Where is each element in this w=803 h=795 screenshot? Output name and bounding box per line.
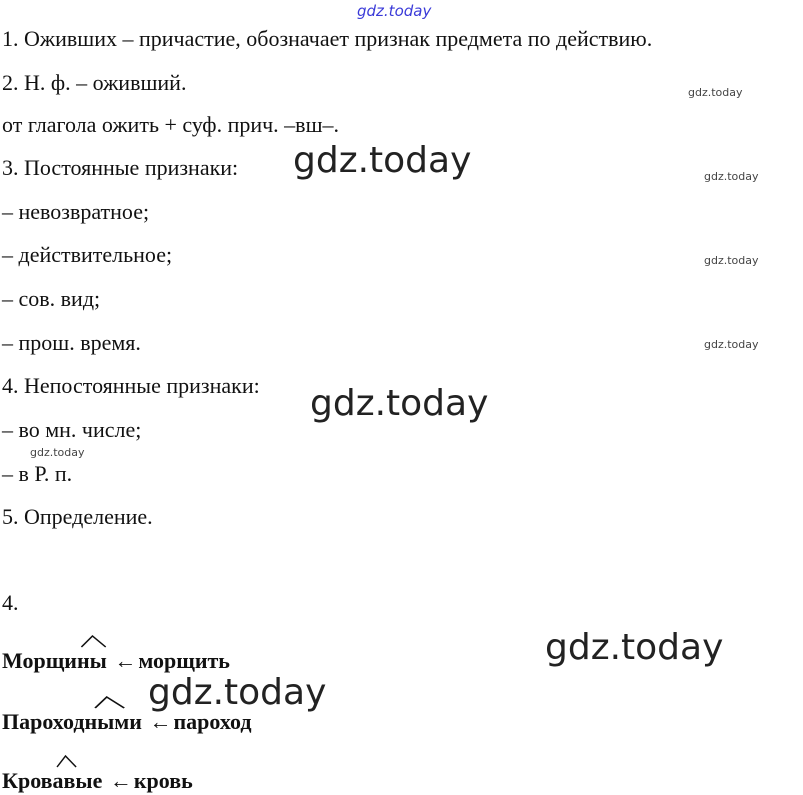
line-5: – невозвратное;: [2, 199, 150, 224]
line-4: 3. Постоянные признаки:: [2, 155, 239, 180]
line-2: 2. Н. ф. – оживший.: [2, 70, 187, 95]
line-11: – в Р. п.: [2, 461, 73, 486]
morpheme-word-right: кровь: [133, 768, 193, 793]
arrow-left-icon: ←: [149, 709, 172, 734]
watermark-small: gdz.today: [688, 86, 743, 99]
watermark-large: gdz.today: [545, 627, 724, 668]
top-watermark: gdz.today: [357, 2, 432, 20]
suffix-arc-icon: [2, 695, 147, 709]
line-6: – действительное;: [2, 242, 173, 267]
morpheme-row-3: [2, 768, 193, 794]
morpheme-row-1: [2, 648, 230, 674]
morpheme-word-right: пароход: [173, 709, 252, 734]
watermark-large: gdz.today: [148, 672, 327, 713]
line-13: 4.: [2, 590, 19, 615]
line-1: 1. Оживших – причастие, обозначает признак предмета по действию.: [2, 26, 653, 51]
watermark-large: gdz.today: [293, 140, 472, 181]
morpheme-word-left: Кровавые: [2, 768, 108, 793]
arrow-left-icon: ←: [109, 768, 132, 793]
watermark-large: gdz.today: [310, 383, 489, 424]
watermark-small: gdz.today: [704, 170, 759, 183]
line-9: 4. Непостоянные признаки:: [2, 373, 260, 398]
line-10: – во мн. числе;: [2, 417, 142, 442]
watermark-small: gdz.today: [704, 338, 759, 351]
line-8: – прош. время.: [2, 330, 141, 355]
line-7: – сов. вид;: [2, 286, 101, 311]
morpheme-word-right: морщить: [138, 648, 230, 673]
morpheme-word-left: Пароходными: [2, 709, 147, 734]
morpheme-word-left: Морщины: [2, 648, 112, 673]
watermark-small: gdz.today: [704, 254, 759, 267]
suffix-arc-icon: [2, 634, 112, 648]
line-12: 5. Определение.: [2, 504, 153, 529]
arrow-left-icon: ←: [114, 648, 137, 673]
suffix-arc-icon: [2, 754, 108, 768]
watermark-small: gdz.today: [30, 446, 85, 459]
line-3: от глагола ожить + суф. прич. –вш–.: [2, 112, 340, 137]
